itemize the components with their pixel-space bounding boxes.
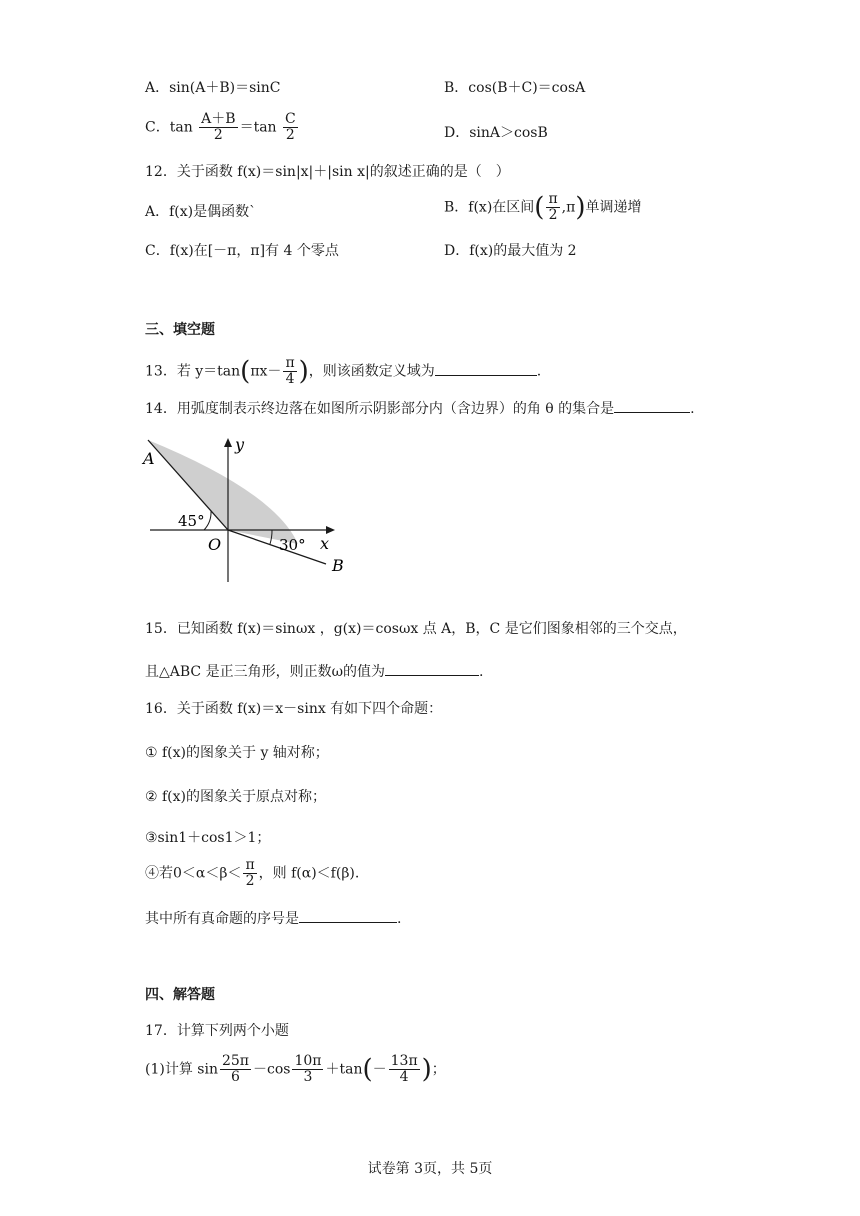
left-paren: ( [534,192,545,223]
label-b: B [332,556,344,575]
section-title-answer: 四、解答题 [145,987,215,1003]
section-title-fill-in: 三、填空题 [145,322,215,338]
q16-proposition-1: ① f(x)的图象关于 y 轴对称； [145,745,329,761]
page-footer: 试卷第 3页，共 5页 [367,1161,493,1177]
q16-ask [145,908,401,929]
angle-label-30: 30° [279,536,306,554]
proposition-text: ，则 f(α)＜f(β). [258,865,360,882]
answer-blank[interactable] [299,908,397,923]
numerator: π [285,355,295,371]
minus-sign: － [372,1061,387,1078]
fraction [243,858,256,889]
label-y: y [235,435,245,454]
part-text: ＋tan [325,1061,363,1078]
q17-stem: 17．计算下列两个小题 [145,1023,289,1039]
option-text: sinA＞cosB [469,125,548,141]
q17-part-1 [145,1054,446,1085]
q11-option-c [145,112,300,143]
denominator: 2 [285,127,295,143]
q12-option-a: A．f(x)是偶函数` [145,204,257,220]
x-axis-arrow-icon [326,526,335,534]
fraction [389,1054,420,1085]
denominator: 2 [245,873,255,889]
period: . [397,911,402,927]
numerator: 10π [294,1053,322,1069]
label-o: O [208,535,222,554]
shaded-region [148,440,298,544]
q16-proposition-3: ③sin1＋cos1＞1； [145,830,271,846]
numerator: C [285,111,296,127]
option-text: sin(A＋B)＝sinC [169,80,281,96]
angle-figure [140,432,360,582]
semicolon: ； [431,1061,446,1078]
y-axis-arrow-icon [224,438,232,447]
right-paren: ) [298,356,309,387]
q12-option-d: D．f(x)的最大值为 2 [444,243,577,259]
answer-blank[interactable] [435,361,537,376]
period: . [536,363,542,380]
right-paren: ) [575,192,586,223]
q11-option-d [444,123,548,143]
period: . [690,401,695,417]
option-label: B． [444,80,469,96]
denominator: 4 [285,371,295,387]
numerator: π [245,857,255,873]
denominator: 4 [399,1069,409,1085]
fraction [283,356,296,387]
fraction [546,192,559,223]
q15-line1: 15．已知函数 f(x)＝sinωx ，g(x)＝cosωx 点 A，B，C 是它们图象相邻的三个交点， [145,621,687,637]
proposition-text: ④若0＜α＜β＜ [145,865,242,882]
q12-stem: 12．关于函数 f(x)＝sin|x|＋|sin x|的叙述正确的是（ ） [145,164,510,180]
left-paren: ( [362,1054,373,1085]
left-paren: ( [240,356,251,387]
angle-label-45: 45° [178,512,205,530]
numerator: 13π [390,1053,418,1069]
numerator: A＋B [201,111,236,127]
q14-text: 14．用弧度制表示终边落在如图所示阴影部分内（含边界）的角 θ 的集合是 [145,401,615,417]
option-text: B．f(x)在区间 [444,199,535,216]
denominator: 3 [303,1069,313,1085]
angle-arc-45 [204,511,211,530]
q13-inner: πx－ [250,363,282,380]
q13 [145,356,541,387]
q16-proposition-4 [145,858,359,889]
q12-option-b [444,192,641,223]
label-a: A [143,449,155,468]
q11-option-b [444,78,585,98]
answer-blank[interactable] [614,398,690,413]
denominator: 6 [231,1069,240,1085]
right-paren: ) [421,1054,432,1085]
q14 [145,398,695,419]
q15-text: 且△ABC 是正三角形，则正数ω的值为 [145,664,386,680]
q16-proposition-2: ② f(x)的图象关于原点对称； [145,789,327,805]
option-text: 单调递增 [585,199,642,216]
option-label: D． [444,125,470,141]
tan-text: ＝tan [239,119,277,136]
q16-stem: 16．关于函数 f(x)＝x－sinx 有如下四个命题： [145,701,443,717]
q15-line2 [145,661,483,682]
interval-end: ,π [561,199,576,216]
numerator: 25π [221,1053,249,1069]
fraction [292,1054,323,1085]
label-x: x [320,534,330,553]
fraction [283,112,298,143]
fraction [220,1054,251,1085]
denominator: 2 [548,207,558,223]
numerator: π [548,191,558,207]
tan-text: tan [169,119,193,136]
q12-option-c: C．f(x)在[－π，π]有 4 个零点 [145,243,339,259]
option-text: cos(B＋C)＝cosA [468,80,586,96]
q13-text: ，则该函数定义域为 [308,363,435,380]
option-label: A． [145,80,170,96]
part-text: －cos [252,1061,291,1078]
answer-blank[interactable] [385,661,479,676]
q16-text: 其中所有真命题的序号是 [145,911,299,927]
period: . [479,664,484,680]
fraction [199,112,237,143]
q11-option-a [145,78,281,98]
q13-text: 13．若 y＝tan [145,363,241,380]
denominator: 2 [213,127,223,143]
option-label: C． [145,119,170,136]
part-text: (1)计算 sin [145,1061,218,1078]
